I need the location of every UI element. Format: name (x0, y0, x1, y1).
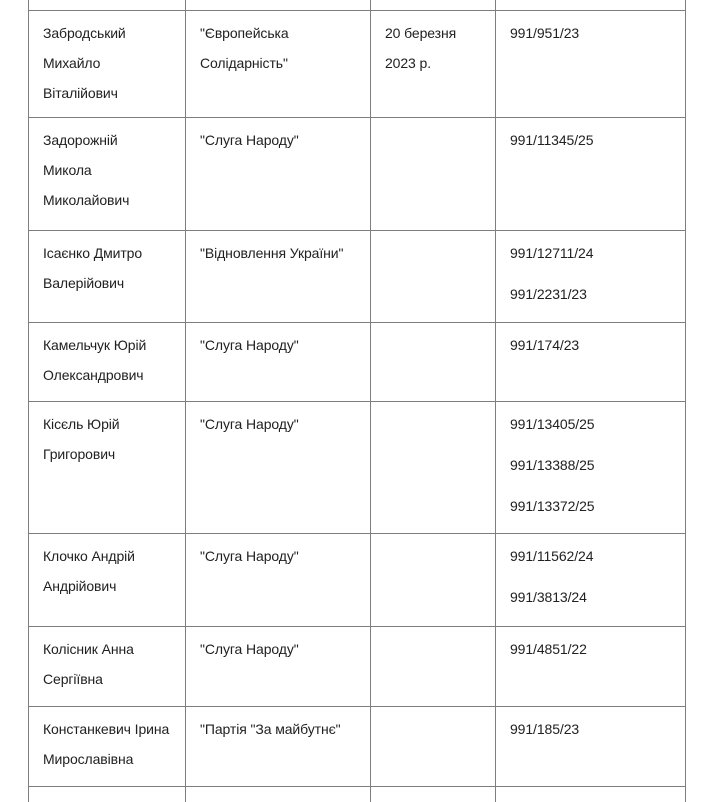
text-paragraph: Колісник Анна Сергіївна (43, 641, 134, 687)
text-paragraph: 991/951/23 (510, 25, 580, 41)
cell-cases (496, 707, 686, 787)
text-paragraph: "Партія "За майбутнє" (200, 721, 341, 737)
text-paragraph: "Слуга Народу" (200, 548, 299, 564)
text-paragraph: "Слуга Народу" (200, 337, 299, 353)
cell-date (371, 787, 496, 802)
table-row (29, 534, 686, 627)
cell-date (371, 11, 496, 118)
cell-date (371, 231, 496, 323)
cell-party (186, 534, 371, 627)
cell-party (186, 323, 371, 402)
text-paragraph: Кісєль Юрій Григорович (43, 416, 120, 462)
text-paragraph: Констанкевич Ірина Мирославівна (43, 721, 170, 767)
text-paragraph: 991/3813/24 (510, 589, 587, 605)
text-paragraph: Ісаєнко Дмитро Валерійович (43, 245, 143, 291)
cell-date (371, 534, 496, 627)
records-table (28, 0, 686, 802)
cell-name (29, 11, 186, 118)
table-row (29, 707, 686, 787)
text-paragraph: 991/185/23 (510, 721, 580, 737)
cell-cases (496, 323, 686, 402)
text-paragraph: "Європейська Солідарність" (200, 25, 289, 71)
text-paragraph: Задорожній Микола Миколайович (43, 132, 130, 208)
cell-name (29, 787, 186, 802)
cell-date (371, 323, 496, 402)
table-row (29, 323, 686, 402)
table-row (29, 402, 686, 534)
text-paragraph: "Відновлення України" (200, 245, 344, 261)
cell-date (371, 0, 496, 11)
table-row-partial (29, 0, 686, 11)
table-row (29, 231, 686, 323)
cell-cases (496, 402, 686, 534)
text-paragraph: "Слуга Народу" (200, 132, 299, 148)
text-paragraph: 20 березня 2023 р. (385, 25, 457, 71)
table-body (29, 0, 686, 802)
table-row (29, 11, 686, 118)
cell-date (371, 118, 496, 231)
cell-party (186, 787, 371, 802)
text-paragraph: 991/13405/25 (510, 416, 595, 432)
cell-name (29, 402, 186, 534)
cell-name (29, 118, 186, 231)
cell-name (29, 627, 186, 707)
text-paragraph: 991/11562/24 (510, 548, 594, 564)
cell-party (186, 11, 371, 118)
cell-party (186, 118, 371, 231)
text-paragraph: 991/4851/22 (510, 641, 587, 657)
table-row (29, 627, 686, 707)
cell-name (29, 231, 186, 323)
cell-party (186, 627, 371, 707)
text-paragraph: 991/11345/25 (510, 132, 594, 148)
cell-date (371, 402, 496, 534)
cell-cases (496, 231, 686, 323)
text-paragraph: 991/13372/25 (510, 498, 595, 514)
cell-name (29, 534, 186, 627)
cell-cases (496, 0, 686, 11)
cell-name (29, 0, 186, 11)
cell-cases (496, 11, 686, 118)
cell-cases (496, 118, 686, 231)
text-paragraph: 991/12711/24 (510, 245, 594, 261)
table-row-partial (29, 787, 686, 802)
cell-cases (496, 787, 686, 802)
cell-party (186, 402, 371, 534)
cell-name (29, 707, 186, 787)
cell-date (371, 627, 496, 707)
cell-cases (496, 627, 686, 707)
cell-party (186, 0, 371, 11)
text-paragraph: "Слуга Народу" (200, 416, 299, 432)
text-paragraph: 991/174/23 (510, 337, 580, 353)
cell-party (186, 707, 371, 787)
cell-party (186, 231, 371, 323)
cell-cases (496, 534, 686, 627)
text-paragraph: 991/2231/23 (510, 286, 587, 302)
table-row (29, 118, 686, 231)
text-paragraph: 991/13388/25 (510, 457, 595, 473)
text-paragraph: Клочко Андрій Андрійович (43, 548, 135, 594)
text-paragraph: "Слуга Народу" (200, 641, 299, 657)
text-paragraph: Камельчук Юрій Олександрович (43, 337, 147, 383)
cell-name (29, 323, 186, 402)
text-paragraph: Забродський Михайло Віталійович (43, 25, 126, 101)
cell-date (371, 707, 496, 787)
